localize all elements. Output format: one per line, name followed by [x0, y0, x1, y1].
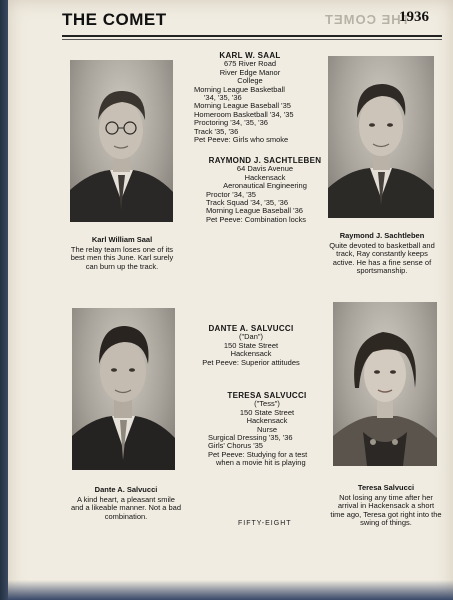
address-line: 675 River Road: [223, 59, 277, 69]
bleed-through-title: THE COMET: [324, 12, 410, 27]
activity-line: Morning League Baseball '35: [194, 101, 291, 111]
page-number: FIFTY-EIGHT: [238, 520, 292, 527]
caption-text: Quite devoted to basketball and track, Ray constantly keeps active. He has a fine sense of sportsmanship.: [329, 240, 435, 276]
student-name: RAYMOND J. SACHTLEBEN: [208, 156, 322, 165]
info-teresa-salvucci: [208, 392, 326, 468]
activity-line: Morning League Basketball: [194, 84, 285, 94]
address-line: River Edge Manor: [219, 67, 281, 77]
caption-name: Dante A. Salvucci: [94, 485, 158, 494]
pet-peeve: Pet Peeve: Girls who smoke: [194, 135, 289, 145]
address-line: Hackensack: [230, 349, 272, 359]
activity-line: Proctoring '34, '35, '36: [194, 118, 268, 128]
caption-text: A kind heart, a pleasant smile and a likeable manner. Not a bad combination.: [70, 494, 182, 521]
yearbook-page: [8, 0, 453, 600]
portrait-raymond-sachtleben: [328, 56, 434, 218]
header-rule: [62, 35, 442, 37]
activity-line: Homeroom Basketball '34, '35: [194, 109, 294, 119]
address-line: 150 State Street: [239, 407, 295, 417]
student-name: TERESA SALVUCCI: [227, 391, 307, 400]
caption-name: Karl William Saal: [91, 235, 153, 244]
activity-line: '34, '35, '36: [204, 93, 242, 103]
address-line: Hackensack: [246, 416, 288, 426]
portrait-dante-salvucci: [72, 308, 175, 470]
page-bottom-shadow: [8, 580, 453, 600]
caption-text: The relay team loses one of its best men this June. Karl surely can burn up the track.: [70, 244, 174, 271]
nickname: ("Dan"): [238, 332, 264, 342]
pet-peeve-continued: when a movie hit is playing: [216, 458, 306, 468]
header-subrule: [62, 39, 442, 40]
caption-karl-saal: [66, 236, 178, 271]
book-spine-edge: [0, 0, 8, 600]
student-name: DANTE A. SALVUCCI: [208, 324, 294, 333]
activity-line: Girls' Chorus '35: [208, 441, 263, 451]
info-raymond-sachtleben: [206, 157, 324, 224]
info-dante-salvucci: [194, 325, 308, 367]
caption-name: Raymond J. Sachtleben: [339, 231, 425, 240]
activity-line: Track Squad '34, '35, '36: [206, 198, 288, 208]
student-name: KARL W. SAAL: [219, 51, 281, 60]
caption-dante-salvucci: [70, 486, 182, 521]
activity-line: Proctor '34, '35: [206, 189, 256, 199]
address-line: Hackensack: [244, 172, 286, 182]
activity-line: Surgical Dressing '35, '36: [208, 433, 293, 443]
program: Aeronautical Engineering: [223, 181, 307, 191]
pet-peeve: Pet Peeve: Superior attitudes: [202, 357, 300, 367]
nickname: ("Tess"): [254, 399, 280, 409]
yearbook-year: 1936: [399, 9, 429, 25]
caption-raymond-sachtleben: [326, 232, 438, 276]
pet-peeve: Pet Peeve: Studying for a test: [208, 449, 308, 459]
program: Nurse: [256, 424, 277, 434]
info-karl-saal: [194, 52, 306, 144]
caption-name: Teresa Salvucci: [357, 483, 415, 492]
pet-peeve: Pet Peeve: Combination locks: [206, 214, 307, 224]
address-line: 150 State Street: [223, 340, 279, 350]
caption-teresa-salvucci: [330, 484, 442, 528]
activity-line: Morning League Baseball '36: [206, 206, 303, 216]
activity-line: Track '35, '36: [194, 126, 239, 136]
portrait-teresa-salvucci: [333, 302, 437, 466]
portrait-karl-saal: [70, 60, 173, 222]
page-title: THE COMET: [62, 10, 167, 29]
address-line: 64 Davis Avenue: [236, 164, 294, 174]
caption-text: Not losing any time after her arrival in Hackensack a short time ago, Teresa got right into the swing of things.: [330, 492, 442, 528]
program: College: [237, 76, 263, 86]
